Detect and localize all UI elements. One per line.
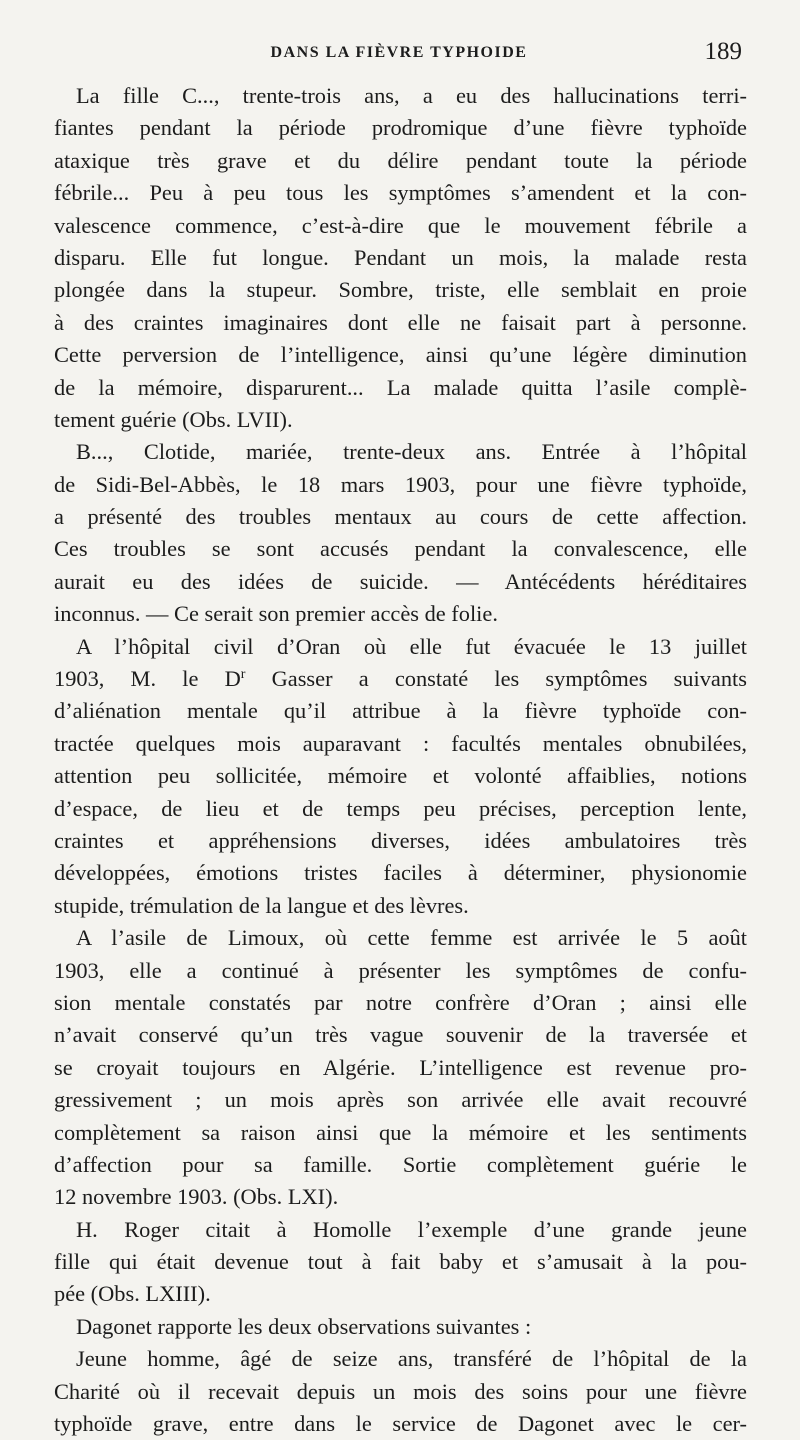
line-text: Cette perversion de l’intelligence, ainsi qu’une légère diminution — [54, 342, 747, 368]
text-line — [54, 1376, 747, 1408]
line-text: plongée dans la stupeur. Sombre, triste, elle semblait en proie — [54, 277, 747, 303]
line-text: fiantes pendant la période prodromique d’une fièvre typhoïde — [54, 115, 747, 141]
text-line — [54, 1019, 747, 1051]
superscript: r — [240, 667, 246, 683]
text-line — [54, 1149, 747, 1181]
line-text: A l’asile de Limoux, où cette femme est arrivée le 5 août — [76, 925, 747, 951]
page-number: 189 — [704, 38, 742, 65]
line-text: aurait eu des idées de suicide. — Antécédents héréditaires — [54, 568, 747, 594]
line-text: Charité où il recevait depuis un mois des soins pour une fièvre — [54, 1378, 747, 1404]
text-line — [54, 1181, 747, 1213]
text-line — [54, 728, 747, 760]
line-text: n’avait conservé qu’un très vague souvenir de la traversée et — [54, 1022, 747, 1048]
text-line — [54, 631, 747, 663]
text-line — [54, 1408, 747, 1440]
line-text: complètement sa raison ainsi que la mémoire et les sentiments — [54, 1119, 747, 1145]
text-line — [54, 307, 747, 339]
text-line — [54, 922, 747, 954]
text-line — [54, 1084, 747, 1116]
text-line — [54, 760, 747, 792]
line-text: de la mémoire, disparurent... La malade quitta l’asile complè- — [54, 374, 747, 400]
line-text: B..., Clotide, mariée, trente-deux ans. Entrée à l’hôpital — [76, 439, 747, 465]
text-line — [54, 695, 747, 727]
text-line — [54, 177, 747, 209]
line-text-continued: Gasser a constaté les symptômes suivants — [245, 666, 747, 692]
line-text: typhoïde grave, entre dans le service de Dagonet avec le cer- — [54, 1411, 747, 1437]
text-line — [54, 1278, 747, 1310]
text-line — [54, 436, 747, 468]
text-line — [54, 501, 747, 533]
text-line — [54, 1343, 747, 1375]
text-line — [54, 533, 747, 565]
running-head — [52, 38, 746, 68]
body-text — [54, 80, 747, 1440]
line-text: inconnus. — Ce serait son premier accès de folie. — [54, 601, 498, 627]
text-line — [54, 469, 747, 501]
text-line — [54, 1117, 747, 1149]
text-line — [54, 145, 747, 177]
text-line — [54, 663, 747, 695]
line-text: stupide, trémulation de la langue et des lèvres. — [54, 892, 469, 918]
line-text: d’affection pour sa famille. Sortie complètement guérie le — [54, 1151, 747, 1177]
line-text: fébrile... Peu à peu tous les symptômes s’amendent et la con- — [54, 180, 747, 206]
line-text: Ces troubles se sont accusés pendant la convalescence, elle — [54, 536, 747, 562]
line-text: a présenté des troubles mentaux au cours de cette affection. — [54, 504, 747, 530]
text-line — [54, 112, 747, 144]
line-text: A l’hôpital civil d’Oran où elle fut évacuée le 13 juillet — [76, 633, 747, 659]
line-text: valescence commence, c’est-à-dire que le mouvement fébrile a — [54, 212, 747, 238]
line-text: sion mentale constatés par notre confrère d’Oran ; ainsi elle — [54, 989, 747, 1015]
text-line — [54, 1311, 747, 1343]
text-line — [54, 1246, 747, 1278]
line-text: développées, émotions tristes faciles à déterminer, physionomie — [54, 860, 747, 886]
line-text: de Sidi-Bel-Abbès, le 18 mars 1903, pour une fièvre typhoïde, — [54, 471, 747, 497]
text-line — [54, 80, 747, 112]
line-text: attention peu sollicitée, mémoire et volonté affaiblies, notions — [54, 763, 747, 789]
line-text: à des craintes imaginaires dont elle ne faisait part à personne. — [54, 309, 747, 335]
line-text: Jeune homme, âgé de seize ans, transféré de l’hôpital de la — [76, 1346, 747, 1372]
line-text: fille qui était devenue tout à fait baby et s’amusait à la pou- — [54, 1249, 747, 1275]
running-title: DANS LA FIÈVRE TYPHOIDE — [270, 44, 528, 61]
line-text: 1903, M. le D — [54, 666, 241, 692]
line-text: se croyait toujours en Algérie. L’intelligence est revenue pro- — [54, 1054, 747, 1080]
text-line — [54, 955, 747, 987]
text-line — [54, 242, 747, 274]
line-text: gressivement ; un mois après son arrivée elle avait recouvré — [54, 1087, 747, 1113]
text-line — [54, 825, 747, 857]
line-text: craintes et appréhensions diverses, idées ambulatoires très — [54, 827, 747, 853]
text-line — [54, 1052, 747, 1084]
line-text: d’espace, de lieu et de temps peu précises, perception lente, — [54, 795, 747, 821]
line-text: La fille C..., trente-trois ans, a eu des hallucinations terri- — [76, 83, 747, 108]
text-line — [54, 1214, 747, 1246]
text-line — [54, 598, 747, 630]
text-line — [54, 339, 747, 371]
line-text: H. Roger citait à Homolle l’exemple d’une grande jeune — [76, 1216, 747, 1242]
text-line — [54, 372, 747, 404]
line-text: ataxique très grave et du délire pendant toute la période — [54, 147, 747, 173]
text-line — [54, 210, 747, 242]
text-line — [54, 793, 747, 825]
text-line — [54, 404, 747, 436]
line-text: 1903, elle a continué à présenter les symptômes de confu- — [54, 957, 747, 983]
text-line — [54, 857, 747, 889]
line-text: Dagonet rapporte les deux observations suivantes : — [76, 1313, 532, 1339]
line-text: 12 novembre 1903. (Obs. LXI). — [54, 1184, 339, 1210]
text-line — [54, 566, 747, 598]
text-line — [54, 987, 747, 1019]
text-line — [54, 274, 747, 306]
line-text: disparu. Elle fut longue. Pendant un mois, la malade resta — [54, 244, 747, 270]
text-line — [54, 890, 747, 922]
line-text: pée (Obs. LXIII). — [54, 1281, 211, 1307]
line-text: tement guérie (Obs. LVII). — [54, 406, 293, 432]
line-text: tractée quelques mois auparavant : facultés mentales obnubilées, — [54, 730, 747, 756]
line-text: d’aliénation mentale qu’il attribue à la fièvre typhoïde con- — [54, 698, 747, 724]
